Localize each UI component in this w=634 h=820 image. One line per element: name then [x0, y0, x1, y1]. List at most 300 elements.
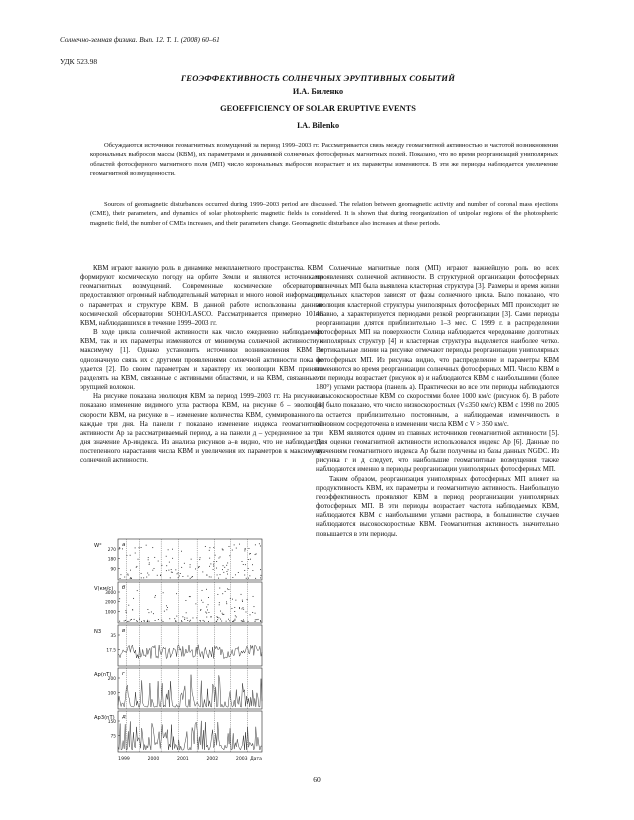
author-russian: И.А. Биленко	[292, 87, 344, 96]
data-point	[239, 544, 240, 545]
data-point	[209, 558, 210, 559]
data-point	[187, 576, 188, 577]
data-point	[242, 561, 243, 562]
data-point	[252, 570, 253, 571]
data-point	[205, 612, 206, 613]
data-point	[168, 549, 169, 550]
data-point	[260, 569, 261, 570]
data-point	[243, 609, 244, 610]
data-point	[243, 619, 244, 620]
data-point	[229, 620, 230, 621]
data-point	[124, 620, 125, 621]
data-point	[164, 611, 165, 612]
data-point	[239, 607, 240, 608]
data-point	[217, 619, 218, 620]
data-point	[260, 621, 261, 622]
data-point	[154, 597, 155, 598]
data-point	[233, 620, 234, 621]
data-point	[236, 548, 237, 549]
data-point	[213, 561, 214, 562]
data-point	[255, 613, 256, 614]
data-point	[232, 621, 233, 622]
data-point	[228, 619, 229, 620]
data-point	[136, 620, 137, 621]
data-point	[128, 575, 129, 576]
data-point	[190, 578, 191, 579]
data-point	[141, 577, 142, 578]
data-point	[205, 546, 206, 547]
data-point	[127, 574, 128, 575]
data-point	[191, 577, 192, 578]
panel-letter: б	[122, 585, 126, 591]
tick-label: 90	[110, 567, 116, 573]
data-point	[222, 569, 223, 570]
data-point	[119, 621, 120, 622]
paragraph: КВМ играют важную роль в динамике межпланетного пространства. КВМ формируют космическую погоду на орбите Земли и являются источниками геомагнитных возмущений. Современные космические обсерватории предоставляют огромный наблюдательный материал и много новой информации о параметрах и структуре КВМ. В данной работе использованы данные космической обсерватории SOHO/LASCO. Рассматривается примерно 10146 КВМ, наблюдавшихся в течение 1999–2003 гг.	[80, 264, 323, 327]
panel-ylabel: W°	[94, 543, 102, 549]
data-point	[163, 621, 164, 622]
data-point	[217, 594, 218, 595]
data-point	[130, 578, 131, 579]
data-point	[248, 559, 249, 560]
data-point	[226, 578, 227, 579]
data-point	[166, 565, 167, 566]
data-point	[200, 620, 201, 621]
data-point	[209, 550, 210, 551]
data-point	[177, 573, 178, 574]
data-point	[201, 600, 202, 601]
data-point	[258, 619, 259, 620]
tick-label: 75	[110, 734, 116, 740]
data-point	[141, 573, 142, 574]
data-point	[182, 616, 183, 617]
panel-letter: в	[122, 628, 126, 634]
data-point	[242, 608, 243, 609]
data-point	[120, 574, 121, 575]
data-point	[168, 570, 169, 571]
data-point	[163, 592, 164, 593]
data-point	[218, 558, 219, 559]
data-point	[239, 608, 240, 609]
abstract-english: Sources of geomagnetic disturbances occurred during 1999–2003 period are discussed. The relation between geomagnetic activity and number of coronal mass ejections (CME), their parameters, and dynamics of solar photospheric magnetic fields is considered. It is shown that during reorganization of unipolar regions of the photospheric magnetic field, the number of CMEs increases, and their parameters change. Geomagnetic disturbance also increases at these periods.	[90, 201, 558, 227]
data-point	[189, 621, 190, 622]
paragraph: Таким образом, реорганизация униполярных фотосферных МП влияет на продуктивность КВМ, их параметры и геомагнитную активность. Наибольшую геоэффективность проявляют КВМ в период реорганизации униполярных фотосферных МП. В эти периоды возрастает частота наблюдаемых КВМ, наблюдаются КВМ с наибольшими углами раствора, в большинстве случаев наблюдаются высокоскоростные КВМ. Геомагнитная активность значительно повышается в эти периоды.	[316, 474, 559, 538]
data-point	[138, 559, 139, 560]
right-column	[316, 264, 559, 539]
data-point	[127, 621, 128, 622]
data-point	[125, 610, 126, 611]
data-point	[228, 589, 229, 590]
data-point	[249, 548, 250, 549]
data-point	[232, 577, 233, 578]
data-point	[184, 617, 185, 618]
data-point	[153, 613, 154, 614]
data-point	[203, 620, 204, 621]
abstract-russian: Обсуждаются источники геомагнитных возмущений за период 1999–2003 гг. Рассматривается связь между геомагнитной активностью и частотой возникновения корональных выбросов массы (КВМ), их параметрами и динамикой солнечных фотосферных магнитных полей. Показано, что во время реорганизаций униполярных областей фотосферного магнитного поля (МП) число корональных выбросов возрастает и их параметры изменяются. В эти же периоды наблюдается увеличение геомагнитной возмущенности.	[90, 142, 558, 178]
data-point	[172, 558, 173, 559]
x-axis-title: Дата	[250, 757, 262, 762]
data-point	[226, 603, 227, 604]
data-point	[144, 621, 145, 622]
data-point	[235, 619, 236, 620]
data-point	[253, 596, 254, 597]
data-point	[119, 598, 120, 599]
data-point	[190, 620, 191, 621]
title-russian: ГЕОЭФФЕКТИВНОСТЬ СОЛНЕЧНЫХ ЭРУПТИВНЫХ СОБЫТИЙ	[180, 73, 456, 83]
x-tick-label: 2002	[206, 757, 219, 762]
data-point	[136, 567, 137, 568]
data-point	[199, 559, 200, 560]
data-point	[245, 564, 246, 565]
data-point	[161, 565, 162, 566]
data-point	[151, 611, 152, 612]
data-point	[226, 565, 227, 566]
data-point	[141, 547, 142, 548]
tick-label: 3000	[105, 591, 116, 596]
data-point	[149, 562, 150, 563]
data-point	[206, 607, 207, 608]
data-point	[249, 553, 250, 554]
data-point	[220, 574, 221, 575]
data-point	[180, 573, 181, 574]
data-point	[141, 621, 142, 622]
data-point	[139, 547, 140, 548]
panel-ylabel: N3	[94, 629, 102, 635]
data-point	[195, 603, 196, 604]
data-point	[169, 562, 170, 563]
data-point	[216, 568, 217, 569]
tick-label: 100	[107, 691, 116, 697]
data-point	[192, 576, 193, 577]
data-point	[157, 575, 158, 576]
data-point	[132, 609, 133, 610]
data-point	[200, 610, 201, 611]
data-point	[130, 555, 131, 556]
data-point	[235, 574, 236, 575]
author-english: I.A. Bilenko	[296, 121, 340, 130]
data-point	[219, 604, 220, 605]
data-point	[259, 543, 260, 544]
data-point	[190, 596, 191, 597]
data-point	[136, 566, 137, 567]
data-point	[149, 564, 150, 565]
data-point	[260, 577, 261, 578]
paragraph: На рисунке показана эволюция КВМ за период 1999–2003 гг. На рисунке а показано изменение видимого угла раствора КВМ, на рисунке б – эволюция скорости КВМ, на рисунке в – изменение количества КВМ, суммированного за каждые три дня. На панели г показано изменение индекса геомагнитной активности Ap за рассматриваемый период, а на панели д – усредненное за три дня значение Ap-индекса. Из анализа рисунков а–в видно, что не наблюдается постепенного нарастания числа КВМ и увеличения их параметров к максимуму солнечной активности.	[80, 392, 323, 465]
data-point	[171, 569, 172, 570]
panel-letter: г	[122, 671, 125, 677]
data-point	[154, 568, 155, 569]
data-point	[147, 620, 148, 621]
data-point	[244, 570, 245, 571]
data-point	[260, 546, 261, 547]
data-point	[245, 548, 246, 549]
data-point	[255, 554, 256, 555]
data-point	[172, 572, 173, 573]
data-point	[241, 594, 242, 595]
data-point	[195, 568, 196, 569]
data-point	[147, 609, 148, 610]
data-point	[122, 548, 123, 549]
data-point	[252, 612, 253, 613]
data-point	[202, 590, 203, 591]
panel-letter: а	[122, 542, 126, 548]
data-point	[134, 619, 135, 620]
data-point	[198, 567, 199, 568]
data-point	[232, 599, 233, 600]
data-point	[148, 612, 149, 613]
data-point	[202, 571, 203, 572]
data-point	[147, 621, 148, 622]
data-point	[146, 545, 147, 546]
data-point	[171, 572, 172, 573]
data-point	[135, 547, 136, 548]
data-point	[176, 621, 177, 622]
data-point	[246, 578, 247, 579]
data-point	[210, 616, 211, 617]
data-point	[250, 553, 251, 554]
data-point	[182, 576, 183, 577]
data-point	[220, 611, 221, 612]
data-point	[244, 575, 245, 576]
title-english: GEOEFFICIENCY OF SOLAR ERUPTIVE EVENTS	[220, 104, 416, 113]
data-point	[143, 577, 144, 578]
data-point	[249, 575, 250, 576]
data-point	[255, 578, 256, 579]
data-point	[234, 611, 235, 612]
data-point	[228, 569, 229, 570]
data-point	[208, 621, 209, 622]
data-point	[245, 549, 246, 550]
data-point	[222, 613, 223, 614]
tick-label: 180	[107, 557, 116, 563]
data-point	[243, 607, 244, 608]
data-point	[231, 608, 232, 609]
journal-citation: Солнечно-земная физика. Вып. 12. Т. 1. (2008) 60–61	[60, 36, 220, 44]
data-point	[148, 574, 149, 575]
data-point	[128, 605, 129, 606]
tick-label: 17.5	[106, 648, 116, 654]
data-point	[209, 547, 210, 548]
data-point	[191, 559, 192, 560]
x-tick-label: 2003	[235, 757, 248, 762]
data-point	[238, 572, 239, 573]
panel-letter: д	[122, 714, 126, 720]
data-point	[260, 575, 261, 576]
data-point	[158, 561, 159, 562]
data-point	[250, 559, 251, 560]
tick-label: 270	[107, 548, 116, 553]
data-point	[181, 621, 182, 622]
data-point	[179, 575, 180, 576]
data-point	[176, 616, 177, 617]
data-point	[206, 589, 207, 590]
data-point	[221, 621, 222, 622]
data-point	[213, 569, 214, 570]
data-point	[226, 601, 227, 602]
data-point	[146, 577, 147, 578]
data-point	[225, 591, 226, 592]
data-point	[235, 600, 236, 601]
page-number: 60	[313, 775, 321, 784]
x-tick-label: 2000	[147, 757, 160, 762]
data-point	[190, 564, 191, 565]
data-point	[120, 578, 121, 579]
data-point	[252, 564, 253, 565]
panel-ylabel: V(км/с)	[94, 586, 114, 592]
data-point	[223, 565, 224, 566]
data-point	[166, 605, 167, 606]
tick-label: 150	[107, 720, 116, 725]
data-point	[227, 563, 228, 564]
data-point	[207, 609, 208, 610]
tick-label: 2000	[105, 600, 116, 606]
data-point	[185, 600, 186, 601]
data-point	[125, 620, 126, 621]
data-point	[209, 576, 210, 577]
data-point	[215, 555, 216, 556]
tick-label: 35	[110, 634, 116, 639]
data-point	[227, 574, 228, 575]
data-point	[222, 614, 223, 615]
data-point	[166, 609, 167, 610]
tick-label: 1000	[105, 610, 116, 616]
data-point	[206, 613, 207, 614]
data-point	[175, 569, 176, 570]
data-point	[246, 612, 247, 613]
data-point	[192, 617, 193, 618]
data-point	[181, 567, 182, 568]
data-point	[131, 578, 132, 579]
data-point	[187, 620, 188, 621]
data-point	[227, 571, 228, 572]
data-point	[148, 559, 149, 560]
data-point	[208, 597, 209, 598]
data-point	[241, 620, 242, 621]
data-point	[250, 614, 251, 615]
data-point	[219, 602, 220, 603]
data-point	[133, 598, 134, 599]
data-point	[232, 550, 233, 551]
data-point	[128, 621, 129, 622]
data-point	[200, 557, 201, 558]
data-point	[135, 553, 136, 554]
data-point	[217, 617, 218, 618]
paragraph: КВМ являются одним из главных источников геомагнитной активности [5]. Для оценки геомагнитной активности использовался индекс Ap [6]. Данные по значениям геомагнитного индекса Ap были получены из базы данных NGDC. Из рисунка г и д следует, что наибольшие геомагнитные возмущения также наблюдаются именно в периоды реорганизации униполярных фотосферных МП.	[316, 428, 559, 474]
data-point	[242, 621, 243, 622]
data-point	[149, 621, 150, 622]
data-point	[223, 614, 224, 615]
data-point	[255, 621, 256, 622]
data-point	[235, 615, 236, 616]
data-point	[208, 612, 209, 613]
data-point	[216, 621, 217, 622]
data-point	[234, 607, 235, 608]
data-point	[213, 564, 214, 565]
data-point	[187, 618, 188, 619]
data-point	[166, 556, 167, 557]
data-point	[207, 575, 208, 576]
data-point	[176, 593, 177, 594]
data-point	[199, 566, 200, 567]
paragraph: В ходе цикла солнечной активности как число ежедневно наблюдаемых КВМ, так и их параметры изменяются от минимума солнечной активности к максимуму [1]. Однако установить источники возникновения КВМ и однозначную связь их с другими проявлениями солнечной активности пока не удается [2]. По своим параметрам и характеру их эволюции КВМ принято разделять на КВМ, связанные с активными областями, и на КВМ, связанные с эрупцией волокон.	[80, 328, 323, 392]
data-point	[236, 617, 237, 618]
data-point	[152, 547, 153, 548]
data-point	[242, 601, 243, 602]
data-point	[137, 590, 138, 591]
data-point	[155, 620, 156, 621]
data-point	[234, 620, 235, 621]
data-point	[181, 551, 182, 552]
udc-code: УДК 523.98	[60, 57, 98, 66]
data-point	[217, 574, 218, 575]
data-point	[189, 596, 190, 597]
data-point	[234, 544, 235, 545]
data-point	[155, 595, 156, 596]
data-point	[255, 619, 256, 620]
data-point	[222, 593, 223, 594]
x-tick-label: 1999	[118, 757, 130, 762]
data-point	[220, 619, 221, 620]
data-point	[172, 549, 173, 550]
data-point	[223, 549, 224, 550]
data-point	[209, 566, 210, 567]
data-point	[227, 588, 228, 589]
data-point	[130, 577, 131, 578]
data-point	[260, 620, 261, 621]
data-point	[167, 607, 168, 608]
data-point	[254, 606, 255, 607]
data-point	[186, 612, 187, 613]
data-point	[174, 618, 175, 619]
data-point	[244, 621, 245, 622]
data-point	[242, 600, 243, 601]
cme-geomagnetic-figure	[92, 537, 270, 765]
tick-label: 200	[107, 677, 116, 682]
data-point	[154, 557, 155, 558]
data-point	[147, 573, 148, 574]
data-point	[213, 547, 214, 548]
paragraph: Солнечные магнитные поля (МП) играют важнейшую роль во всех проявлениях солнечной активности. В структурной организации фотосферных солнечных МП была выявлена кластерная структура [3]. Размеры и время жизни отдельных кластеров зависят от фазы солнечного цикла. Было показано, что эволюция кластерной структуры униполярных фотосферных МП происходит не плавно, а характеризуется периодами резкой реорганизации [3]. Сами периоды реорганизации длятся приблизительно 1–3 мес. С 1999 г. в распределении фотосферных МП на поверхности Солнца наблюдается чередование долготных униполярных структур [4] и кластерная структура выделяется наиболее четко. Вертикальные линии на рисунке отмечают периоды реорганизации униполярных фотосферных МП. Из рисунка видно, что распределение и параметры КВМ изменяются во время реорганизации солнечных фотосферных МП. Число КВМ в эти периоды возрастает (рисунок в) и наблюдаются КВМ с наибольшими (более 180°) углами раствора (панель а). Практически во все эти периоды наблюдаются и высокоскоростные КВМ со скоростями более 1000 км/с (рисунок б). В работе [1] было показано, что число низкоскоростных (V≤350 км/с) КВМ с 1998 по 2005 г. остается приблизительно постоянным, а наблюдаемая изменчивость в основном сосредоточена в изменении числа КВМ с V > 350 км/с.	[316, 264, 559, 428]
data-point	[119, 548, 120, 549]
data-point	[130, 620, 131, 621]
data-point	[148, 557, 149, 558]
data-point	[229, 546, 230, 547]
data-point	[211, 577, 212, 578]
left-column	[80, 264, 323, 465]
data-point	[220, 556, 221, 557]
data-point	[242, 621, 243, 622]
data-point	[126, 612, 127, 613]
data-point	[169, 618, 170, 619]
data-point	[204, 621, 205, 622]
data-point	[184, 563, 185, 564]
data-point	[248, 578, 249, 579]
panel-ylabel: Ap3(nT)	[94, 715, 115, 721]
data-point	[216, 561, 217, 562]
data-point	[206, 617, 207, 618]
data-point	[256, 619, 257, 620]
data-point	[131, 619, 132, 620]
panel-ylabel: Ap(nT)	[94, 672, 112, 678]
data-point	[224, 567, 225, 568]
data-point	[219, 588, 220, 589]
data-point	[166, 570, 167, 571]
data-point	[210, 563, 211, 564]
data-point	[213, 566, 214, 567]
data-point	[223, 572, 224, 573]
data-point	[203, 602, 204, 603]
data-point	[218, 617, 219, 618]
